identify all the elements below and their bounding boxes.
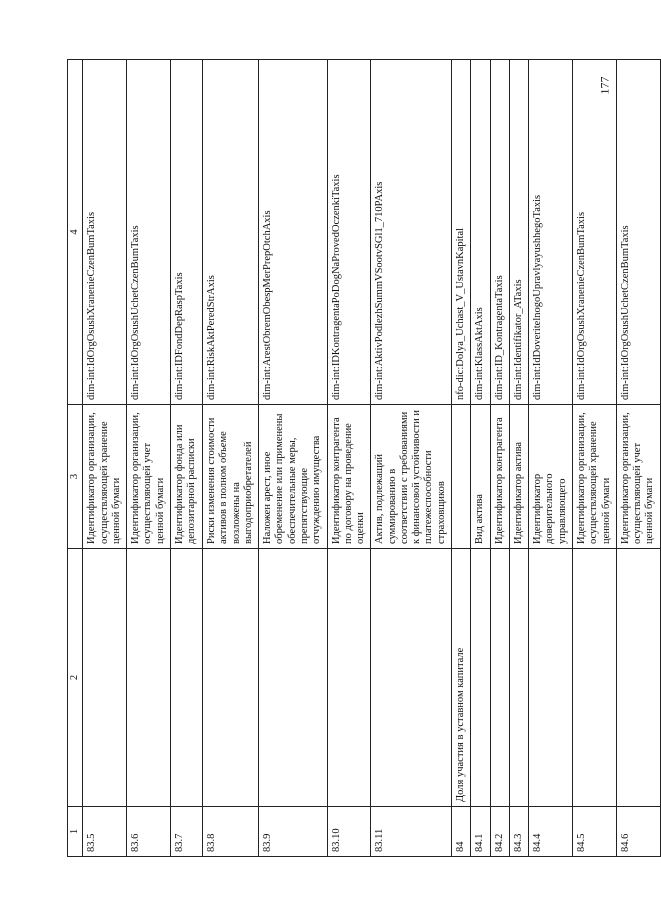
row-name	[529, 549, 573, 807]
header-col-4: 4	[68, 60, 83, 405]
row-name	[509, 549, 528, 807]
row-name	[127, 549, 171, 807]
row-description: Вид актива	[471, 405, 490, 549]
table-row	[529, 60, 573, 857]
table-row	[127, 60, 171, 857]
table-row	[452, 60, 471, 857]
header-col-1: 1	[68, 807, 83, 857]
row-number: 84.4	[529, 807, 573, 857]
row-description: Идентификатор контрагента по договору на проведение оценки	[327, 405, 371, 549]
row-name: Доля участия в уставном капитале	[452, 549, 471, 807]
row-name	[327, 549, 371, 807]
row-name	[616, 549, 660, 807]
row-number: 84.6	[616, 807, 660, 857]
table-row	[327, 60, 371, 857]
header-col-2: 2	[68, 549, 83, 807]
row-number: 83.9	[259, 807, 327, 857]
row-dimension: dim-int:IdOrgOsushXranenieCzenBumTaxis	[573, 60, 617, 405]
row-name	[573, 549, 617, 807]
row-dimension: dim-int:IdOrgOsushXranenieCzenBumTaxis	[83, 60, 127, 405]
row-dimension: dim-int:RiskAktPeredStrAxis	[202, 60, 258, 405]
row-description: Идентификатор доверительного управляющего	[529, 405, 573, 549]
row-dimension: dim-int:IDFondDepRaspTaxis	[170, 60, 202, 405]
row-name	[170, 549, 202, 807]
page-number: 177	[597, 76, 612, 95]
row-description: Идентификатор организации, осуществляющей хранение ценной бумаги	[83, 405, 127, 549]
row-dimension: dim-int:IDKontragentaPoDogNaProvedOczenkiTaxis	[327, 60, 371, 405]
row-description: Актив, подлежащий суммированию в соответствии с требованиями к финансовой устойчивости и платежеспособности страховщиков	[371, 405, 452, 549]
row-number: 84.5	[573, 807, 617, 857]
row-description: Идентификатор организации, осуществляющей хранение ценной бумаги	[573, 405, 617, 549]
table-row	[616, 60, 660, 857]
table-row	[202, 60, 258, 857]
row-dimension: dim-int:ID_KontragentaTaxis	[490, 60, 509, 405]
row-number: 84.2	[490, 807, 509, 857]
row-dimension: dim-int:IdDoveritelnogoUpravlyayushhegoTaxis	[529, 60, 573, 405]
table-row	[259, 60, 327, 857]
row-number: 83.8	[202, 807, 258, 857]
table-row	[509, 60, 528, 857]
table-row	[83, 60, 127, 857]
row-description	[452, 405, 471, 549]
row-number: 84	[452, 807, 471, 857]
document-table	[67, 59, 661, 857]
row-description: Идентификатор организации, осуществляющей учет ценной бумаги	[127, 405, 171, 549]
row-description: Наложен арест, иное обременение или применены обеспечительные меры, препятствующие отчуждению имущества	[259, 405, 327, 549]
table-row	[371, 60, 452, 857]
row-description: Идентификатор организации, осуществляющей учет ценной бумаги	[616, 405, 660, 549]
row-dimension: dim-int:IdOrgOsushUchetCzenBumTaxis	[127, 60, 171, 405]
row-name	[259, 549, 327, 807]
table-row	[170, 60, 202, 857]
row-dimension: dim-int:IdOrgOsushUchetCzenBumTaxis	[616, 60, 660, 405]
row-number: 83.7	[170, 807, 202, 857]
row-name	[202, 549, 258, 807]
row-dimension: dim-int:ArestObremObespMerPrepOtchAxis	[259, 60, 327, 405]
row-description: Идентификатор фонда или депозитарной расписки	[170, 405, 202, 549]
row-description: Идентификатор контрагента	[490, 405, 509, 549]
table-row	[471, 60, 490, 857]
row-dimension: dim-int:KlassAktAxis	[471, 60, 490, 405]
table-header-row	[68, 60, 83, 857]
row-name	[83, 549, 127, 807]
row-name	[490, 549, 509, 807]
row-name	[371, 549, 452, 807]
row-dimension: nfo-dic:Dolya_Uchast_V_UstavnKapital	[452, 60, 471, 405]
row-number: 83.5	[83, 807, 127, 857]
table-row	[573, 60, 617, 857]
row-dimension: dim-int:Identifikator_ATaxis	[509, 60, 528, 405]
row-description: Идентификатор актива	[509, 405, 528, 549]
row-number: 83.10	[327, 807, 371, 857]
row-number: 84.3	[509, 807, 528, 857]
row-name	[471, 549, 490, 807]
row-number: 83.11	[371, 807, 452, 857]
header-col-3: 3	[68, 405, 83, 549]
row-number: 83.6	[127, 807, 171, 857]
row-dimension: dim-int:AktivPodlezhSummVSootvSGl1_710PAxis	[371, 60, 452, 405]
row-number: 84.1	[471, 807, 490, 857]
row-description: Риски изменения стоимости активов в полном объеме возложены на выгодоприобретателей	[202, 405, 258, 549]
table-row	[490, 60, 509, 857]
